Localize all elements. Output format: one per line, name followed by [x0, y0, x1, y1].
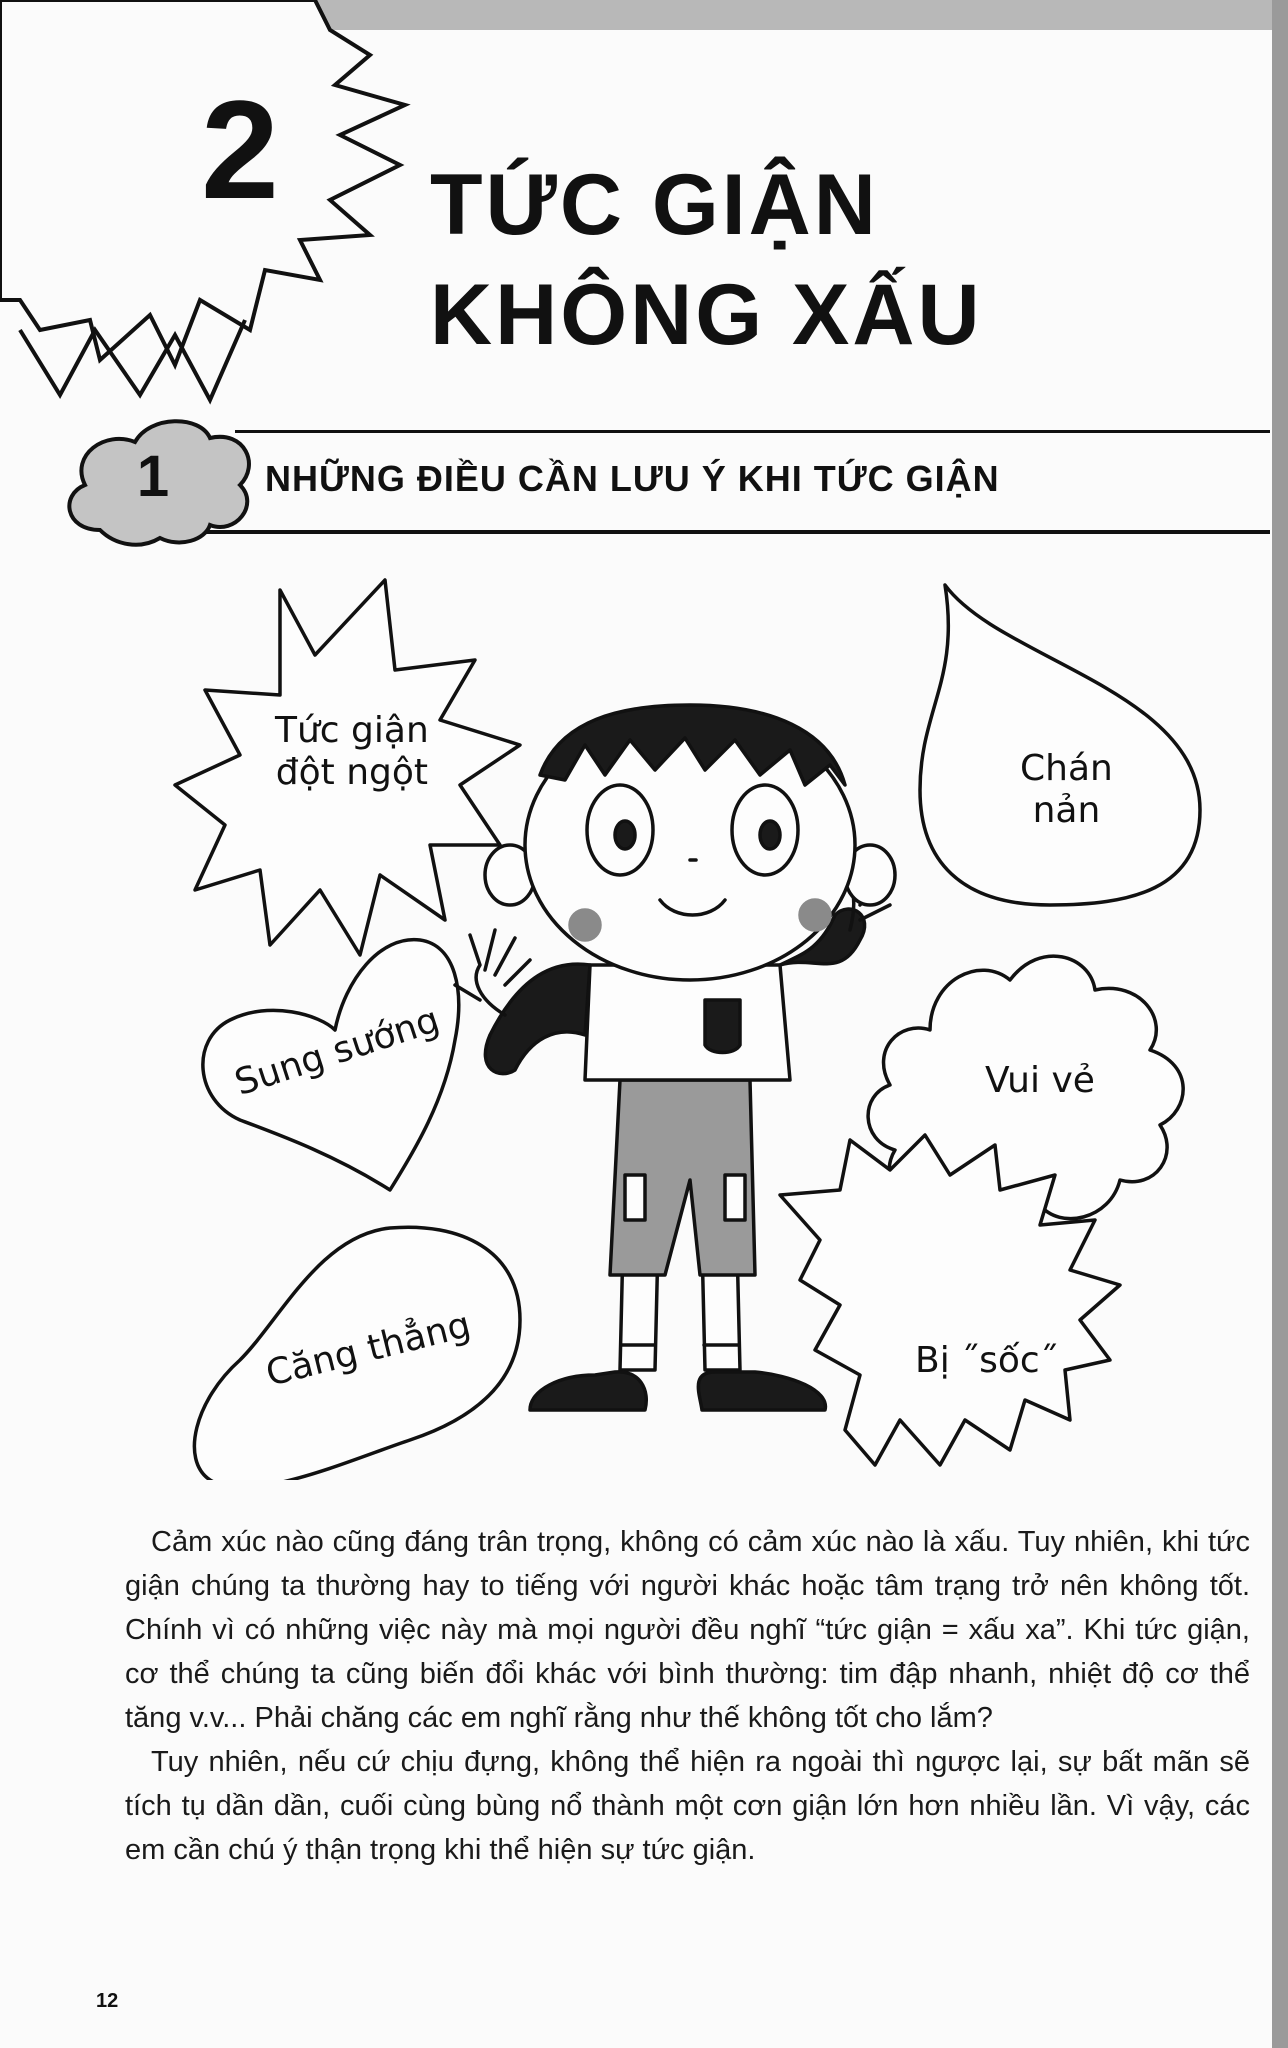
- boy-figure: [455, 705, 895, 1410]
- chapter-title-line-2: KHÔNG XẤU: [430, 267, 983, 363]
- paragraph: Tuy nhiên, nếu cứ chịu đựng, không thể hiện ra ngoài thì ngược lại, sự bất mãn sẽ tích tụ dần dần, cuối cùng bùng nổ thành một cơn giận lớn hơn nhiều lần. Vì vậy, các em cần chú ý thận trọng khi thể hiện sự tức giận.: [125, 1746, 1250, 1866]
- body-text: [125, 1520, 1250, 1872]
- section-title: NHỮNG ĐIỀU CẦN LƯU Ý KHI TỨC GIẬN: [265, 458, 1000, 499]
- chapter-number: 2: [201, 71, 279, 228]
- chapter-title: [430, 150, 983, 370]
- drop-bubble: [920, 585, 1200, 905]
- label-happy: Sung sướng: [230, 999, 445, 1104]
- paragraph: Cảm xúc nào cũng đáng trân trọng, không có cảm xúc nào là xấu. Tuy nhiên, khi tức giận chúng ta thường hay to tiếng với người khác hoặc tâm trạng trở nên không tốt. Chính vì có những việc này mà mọi người đều nghĩ “tức giận = xấu xa”. Khi tức giận, cơ thể chúng ta cũng biến đổi khác với bình thường: tim đập nhanh, nhiệt độ cơ thể tăng v.v... Phải chăng các em nghĩ rằng như thế không tốt cho lắm?: [125, 1526, 1250, 1734]
- page-number: 12: [96, 1990, 119, 2012]
- section-header: [0, 410, 1272, 550]
- section-number: 1: [136, 444, 170, 509]
- section-rule-top: [235, 430, 1270, 433]
- label-joyful: Vui vẻ: [985, 1060, 1095, 1101]
- chapter-title-line-1: TỨC GIẬN: [430, 157, 879, 253]
- page-edge: [1272, 0, 1288, 2048]
- label-stressed: Căng thẳng: [262, 1304, 475, 1395]
- label-shocked: Bị ˝sốc˝: [915, 1340, 1058, 1381]
- label-sudden-anger: Tức giận đột ngột: [275, 710, 429, 793]
- label-discouraged: Chán nản: [1020, 748, 1113, 831]
- emotion-illustration: [0, 560, 1272, 1480]
- section-rule-bottom: [170, 530, 1270, 534]
